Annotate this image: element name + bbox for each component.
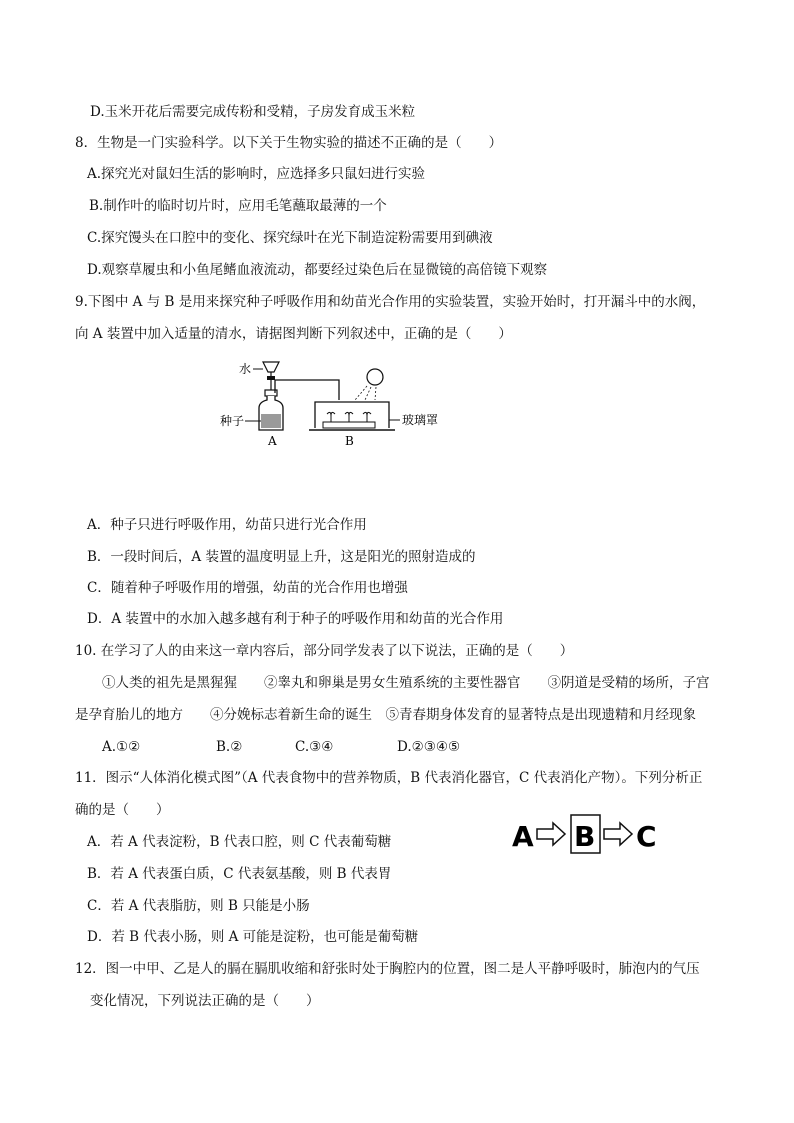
q9-water-valve <box>267 376 275 380</box>
q9-option-d: D．A 装置中的水加入越多越有利于种子的呼吸作用和幼苗的光合作用 <box>87 611 504 627</box>
q10-option-a: A.①② <box>102 739 141 755</box>
q10-stem: 10. 在学习了人的由来这一章内容后，部分同学发表了以下说法，正确的是（ ） <box>75 643 574 659</box>
q8-option-c: C.探究馒头在口腔中的变化、探究绿叶在光下制造淀粉需要用到碘液 <box>87 230 493 246</box>
q11-option-c: C．若 A 代表脂肪，则 B 只能是小肠 <box>87 898 310 914</box>
q12-stem-line1: 12．图一中甲、乙是人的膈在膈肌收缩和舒张时处于胸腔内的位置，图二是人平静呼吸时，肺泡内的气压 <box>75 961 700 977</box>
q9-stem-line1: 9.下图中 A 与 B 是用来探究种子呼吸作用和幼苗光合作用的实验装置，实验开始时，打开漏斗中的水阀， <box>75 294 706 310</box>
q11-stem-line2: 确的是（ ） <box>75 802 170 818</box>
q9-option-a: A．种子只进行呼吸作用，幼苗只进行光合作用 <box>87 517 367 533</box>
q8-option-a: A.探究光对鼠妇生活的影响时，应选择多只鼠妇进行实验 <box>87 166 426 182</box>
q8-option-b: B.制作叶的临时切片时，应用毛笔蘸取最薄的一个 <box>89 198 387 214</box>
q9-label-b: B <box>345 434 354 448</box>
q10-option-b: B.② <box>216 739 243 755</box>
q9-label-glass-cover: 玻璃罩 <box>402 413 439 427</box>
q10-statements-line1: ①人类的祖先是黑猩猩 ②睾丸和卵巢是男女生殖系统的主要性器官 ③阴道是受精的场所，子宫 <box>102 675 710 691</box>
q9-experiment-figure <box>215 356 485 456</box>
q11-diagram-b: B <box>574 820 596 853</box>
q9-light-ray <box>355 386 367 400</box>
q9-option-b: B．一段时间后，A 装置的温度明显上升，这是阳光的照射造成的 <box>87 549 476 565</box>
q9-label-seed: 种子 <box>220 414 245 428</box>
q11-option-b: B．若 A 代表蛋白质，C 代表氨基酸，则 B 代表胃 <box>87 866 392 882</box>
q8-option-d: D.观察草履虫和小鱼尾鳍血液流动，都要经过染色后在显微镜的高倍镜下观察 <box>87 262 548 278</box>
q10-option-c: C.③④ <box>295 739 334 755</box>
q9-seedlings <box>323 412 375 428</box>
q9-label-a: A <box>268 434 277 448</box>
q11-digestion-diagram <box>510 810 660 858</box>
q10-statements-line2: 是孕育胎儿的地方 ④分娩标志着新生命的诞生 ⑤青春期身体发育的显著特点是出现遗精和月经现象 <box>75 707 696 723</box>
q9-funnel <box>263 362 279 372</box>
q12-stem-line2: 变化情况，下列说法正确的是（ ） <box>90 993 320 1009</box>
sun-icon <box>367 369 383 385</box>
q8-stem: 8．生物是一门实验科学。以下关于生物实验的描述不正确的是（ ） <box>75 135 503 151</box>
q9-connecting-tube <box>275 380 339 400</box>
q11-stem-line1: 11．图示“人体消化模式图”（A 代表食物中的营养物质，B 代表消化器官，C 代表消化产物）。下列分析正 <box>75 770 703 786</box>
arrow-right-icon <box>604 823 632 845</box>
q9-label-water: 水 <box>239 362 252 376</box>
q11-diagram-a: A <box>512 820 534 853</box>
q9-seeds <box>261 414 281 428</box>
q9-option-c: C．随着种子呼吸作用的增强，幼苗的光合作用也增强 <box>87 580 408 596</box>
q11-option-a: A．若 A 代表淀粉，B 代表口腔，则 C 代表葡萄糖 <box>87 834 392 850</box>
q9-stem-line2: 向 A 装置中加入适量的清水，请据图判断下列叙述中，正确的是（ ） <box>75 326 512 342</box>
q9-light-ray <box>365 387 371 400</box>
arrow-right-icon <box>537 823 565 845</box>
q10-option-d: D.②③④⑤ <box>397 739 461 755</box>
q11-diagram-c: C <box>636 820 657 853</box>
q7-option-d: D.玉米开花后需要完成传粉和受精，子房发育成玉米粒 <box>90 104 416 120</box>
q9-light-ray <box>375 387 376 400</box>
q11-option-d: D．若 B 代表小肠，则 A 可能是淀粉，也可能是葡萄糖 <box>87 929 419 945</box>
